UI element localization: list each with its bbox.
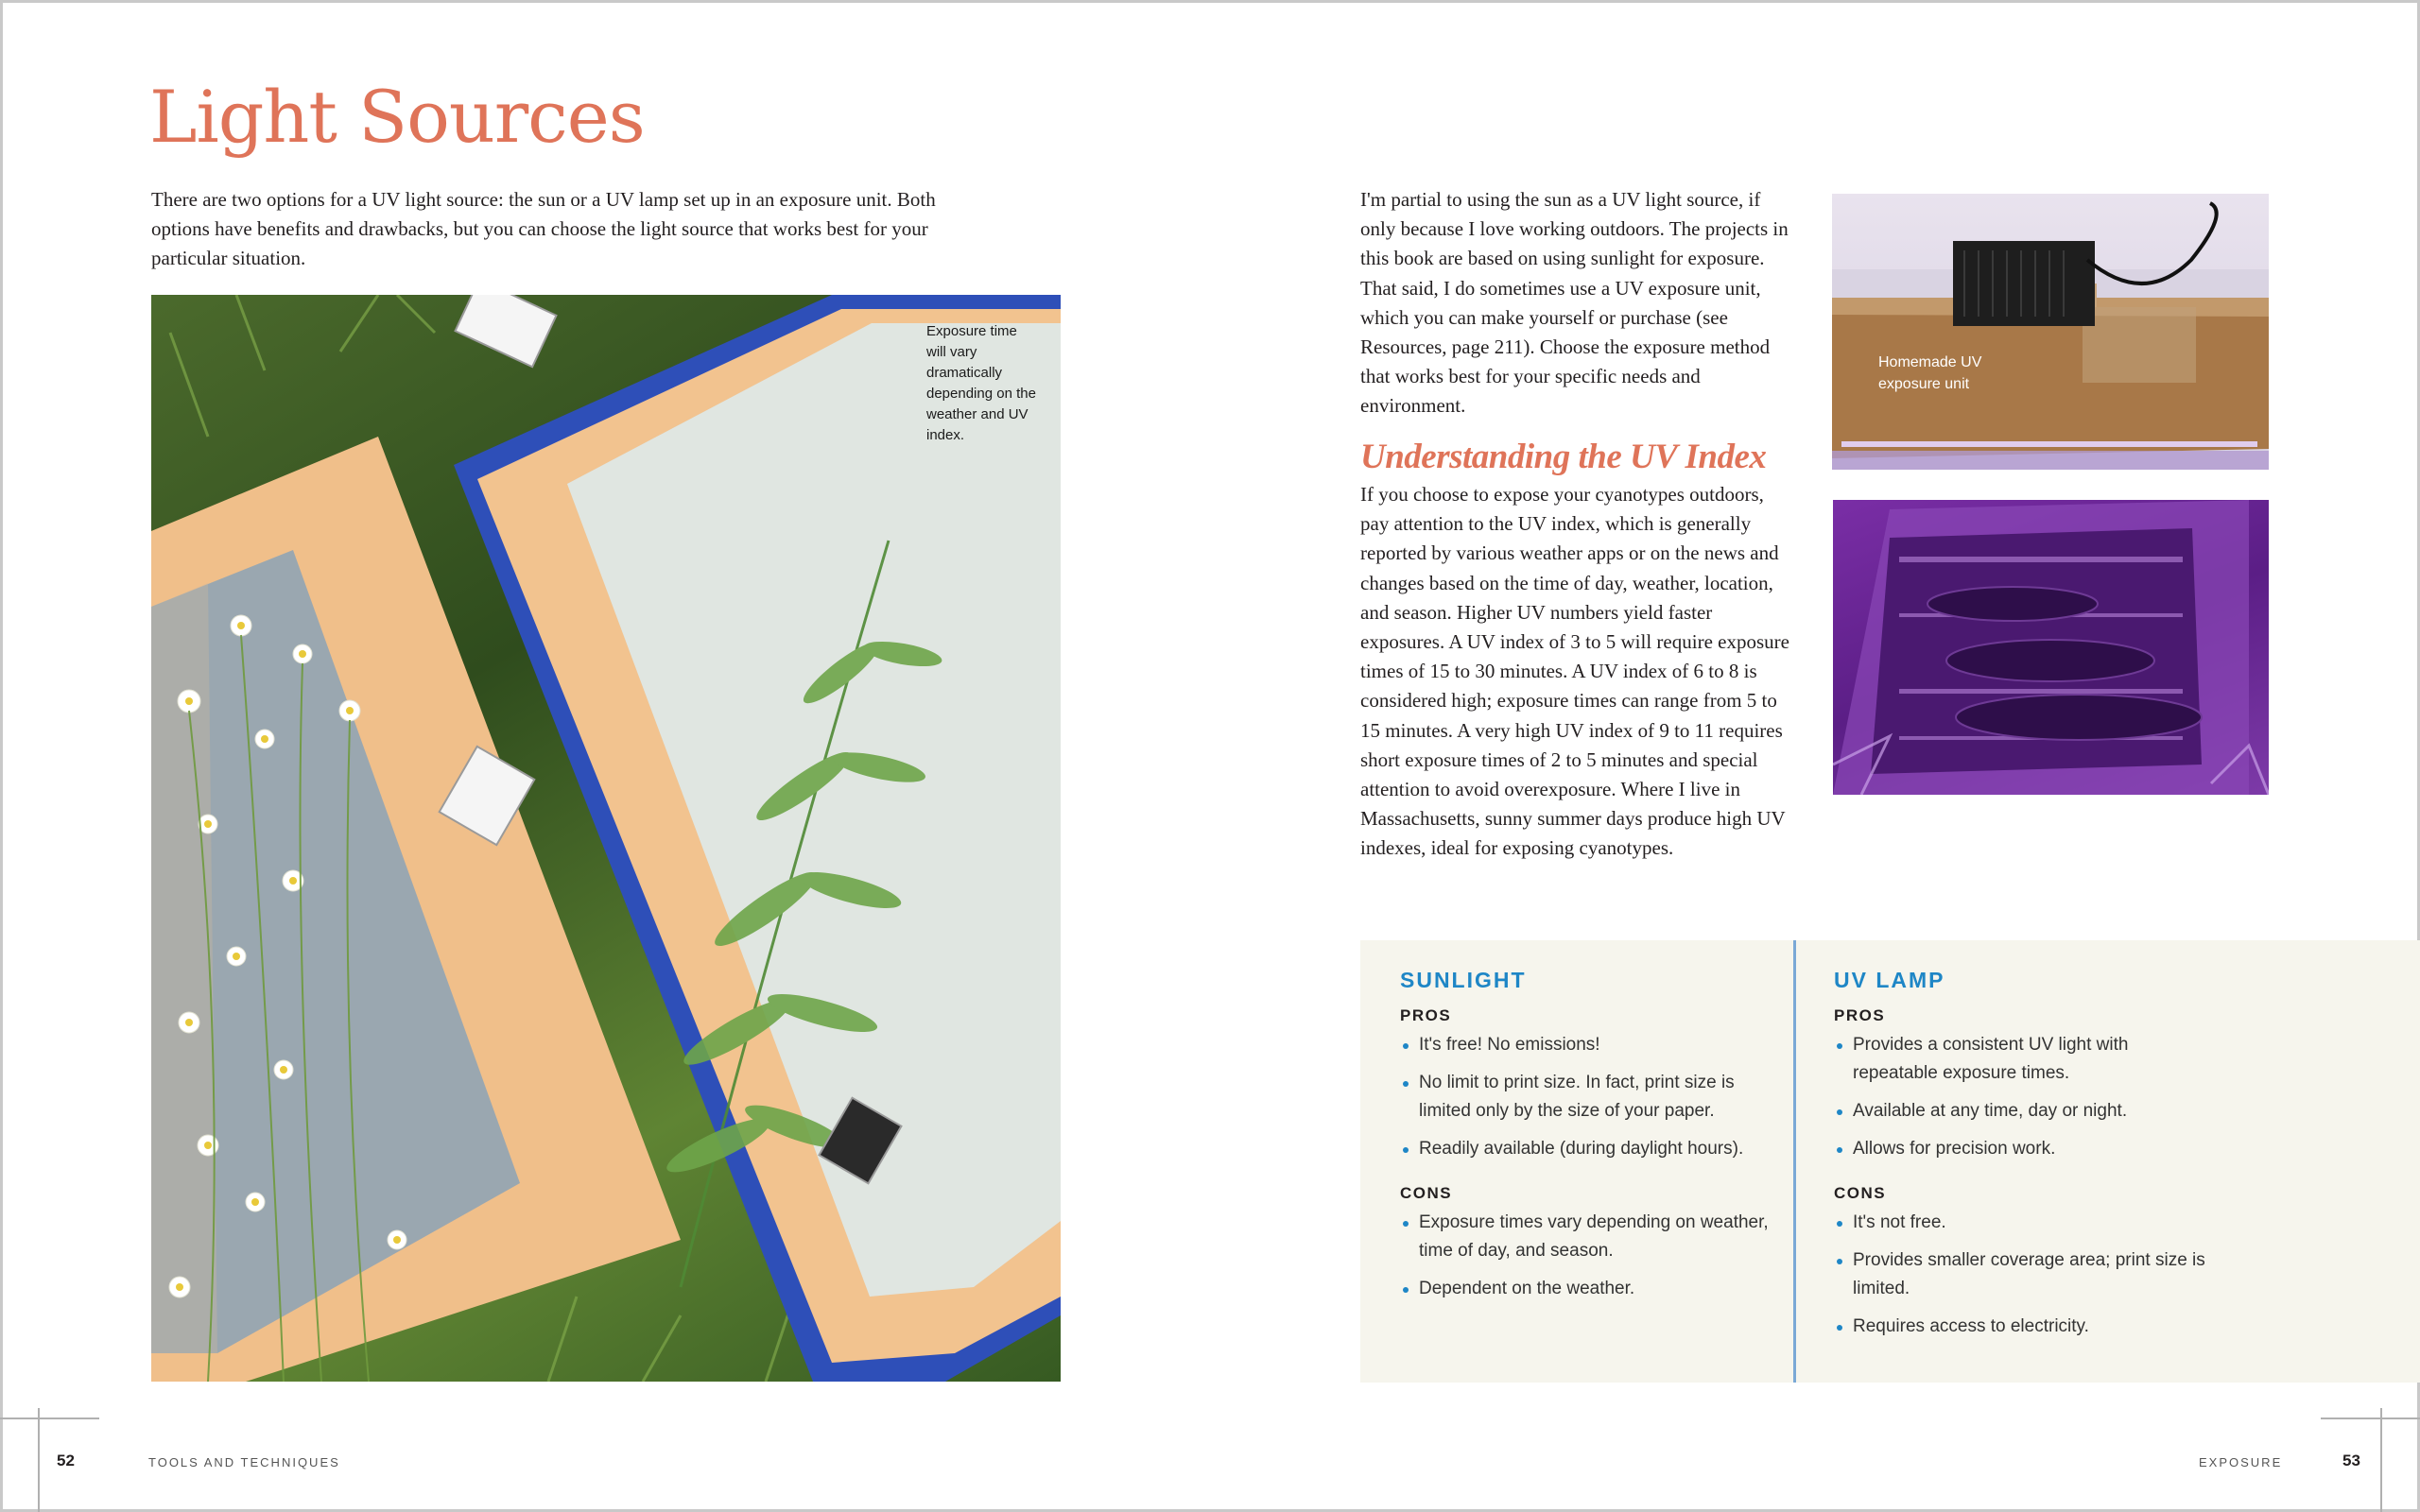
body-paragraph-2: If you choose to expose your cyanotypes outdoors, pay attention to the UV index, which is generally reported by various weather apps or on the news and changes based on the time of day, weather, location, and season. Higher UV numbers yield faster exposures. A UV index of 3 to 5 will require exposure times of 15 to 30 minutes. A UV index of 6 to 8 is considered high; exposure times can range from 5 to 15 minutes. A very high UV index of 9 to 11 requires short exposure times of 2 to 5 minutes and special attention to avoid overexposure. Where I live in Massachusetts, sunny summer days produce high UV indexes, ideal for exposing cyanotypes.: [1360, 483, 1789, 860]
unit-interior-illustration: [1833, 500, 2269, 795]
list-item: Dependent on the weather.: [1400, 1275, 1778, 1303]
running-head-right: EXPOSURE: [2199, 1455, 2283, 1469]
cyanotype-exposure-photo: [151, 295, 1061, 1382]
uv-exposure-unit-photo: [1832, 194, 2269, 470]
list-item: Requires access to electricity.: [1834, 1313, 2212, 1341]
sunlight-cons-label: CONS: [1400, 1184, 1453, 1202]
list-item: It's not free.: [1834, 1209, 2212, 1237]
body-paragraph-1: I'm partial to using the sun as a UV light source, if only because I love working outdoors. The projects in this book are based on using sunlight for exposure. That said, I do sometimes use a UV exposure unit, which you can make yourself or purchase (see Resources, page 211). Choose the exposure method that works best for your specific needs and environment.: [1360, 188, 1789, 418]
exposure-unit-illustration: [1832, 194, 2269, 470]
uv-unit-interior-photo: [1833, 500, 2269, 795]
page-title: Light Sources: [149, 75, 645, 159]
grass-and-frames-illustration: [151, 295, 1061, 1382]
uv-lamp-column: [1834, 968, 2212, 1362]
uv-lamp-pros-list: [1834, 1031, 2212, 1163]
list-item: Readily available (during daylight hours).: [1400, 1135, 1778, 1163]
crop-mark: [2380, 1408, 2382, 1512]
comparison-divider: [1793, 940, 1796, 1383]
running-head-left: TOOLS AND TECHNIQUES: [148, 1455, 340, 1469]
photo-caption-uv-unit: Homemade UV exposure unit: [1878, 354, 1982, 392]
uv-lamp-heading: UV LAMP: [1834, 968, 1945, 992]
sunlight-heading: SUNLIGHT: [1400, 968, 1527, 992]
uv-lamp-cons-list: [1834, 1209, 2212, 1341]
sunlight-cons-list: [1400, 1209, 1778, 1303]
photo-caption-exposure: Exposure time will vary dramatically depending on the weather and UV index.: [926, 323, 1036, 443]
page-number-left: 52: [57, 1452, 75, 1469]
sunlight-column: [1400, 968, 1778, 1324]
list-item: Provides smaller coverage area; print size is limited.: [1834, 1246, 2212, 1303]
list-item: Provides a consistent UV light with repeatable exposure times.: [1834, 1031, 2212, 1088]
list-item: Allows for precision work.: [1834, 1135, 2212, 1163]
list-item: No limit to print size. In fact, print size is limited only by the size of your paper.: [1400, 1069, 1778, 1125]
page-number-right: 53: [2342, 1452, 2360, 1469]
uv-lamp-cons-label: CONS: [1834, 1184, 1887, 1202]
intro-paragraph: There are two options for a UV light source: the sun or a UV lamp set up in an exposure unit. Both options have benefits and drawbacks, but you can choose the light source that works best for your particular situation.: [151, 188, 936, 269]
list-item: Available at any time, day or night.: [1834, 1097, 2212, 1125]
list-item: Exposure times vary depending on weather, time of day, and season.: [1400, 1209, 1778, 1265]
crop-mark: [0, 1418, 99, 1419]
uv-lamp-pros-label: PROS: [1834, 1006, 1886, 1024]
sunlight-pros-list: [1400, 1031, 1778, 1163]
crop-mark: [2321, 1418, 2420, 1419]
crop-mark: [38, 1408, 40, 1512]
sunlight-pros-label: PROS: [1400, 1006, 1452, 1024]
list-item: It's free! No emissions!: [1400, 1031, 1778, 1059]
section-heading-uv-index: Understanding the UV Index: [1360, 438, 1767, 476]
